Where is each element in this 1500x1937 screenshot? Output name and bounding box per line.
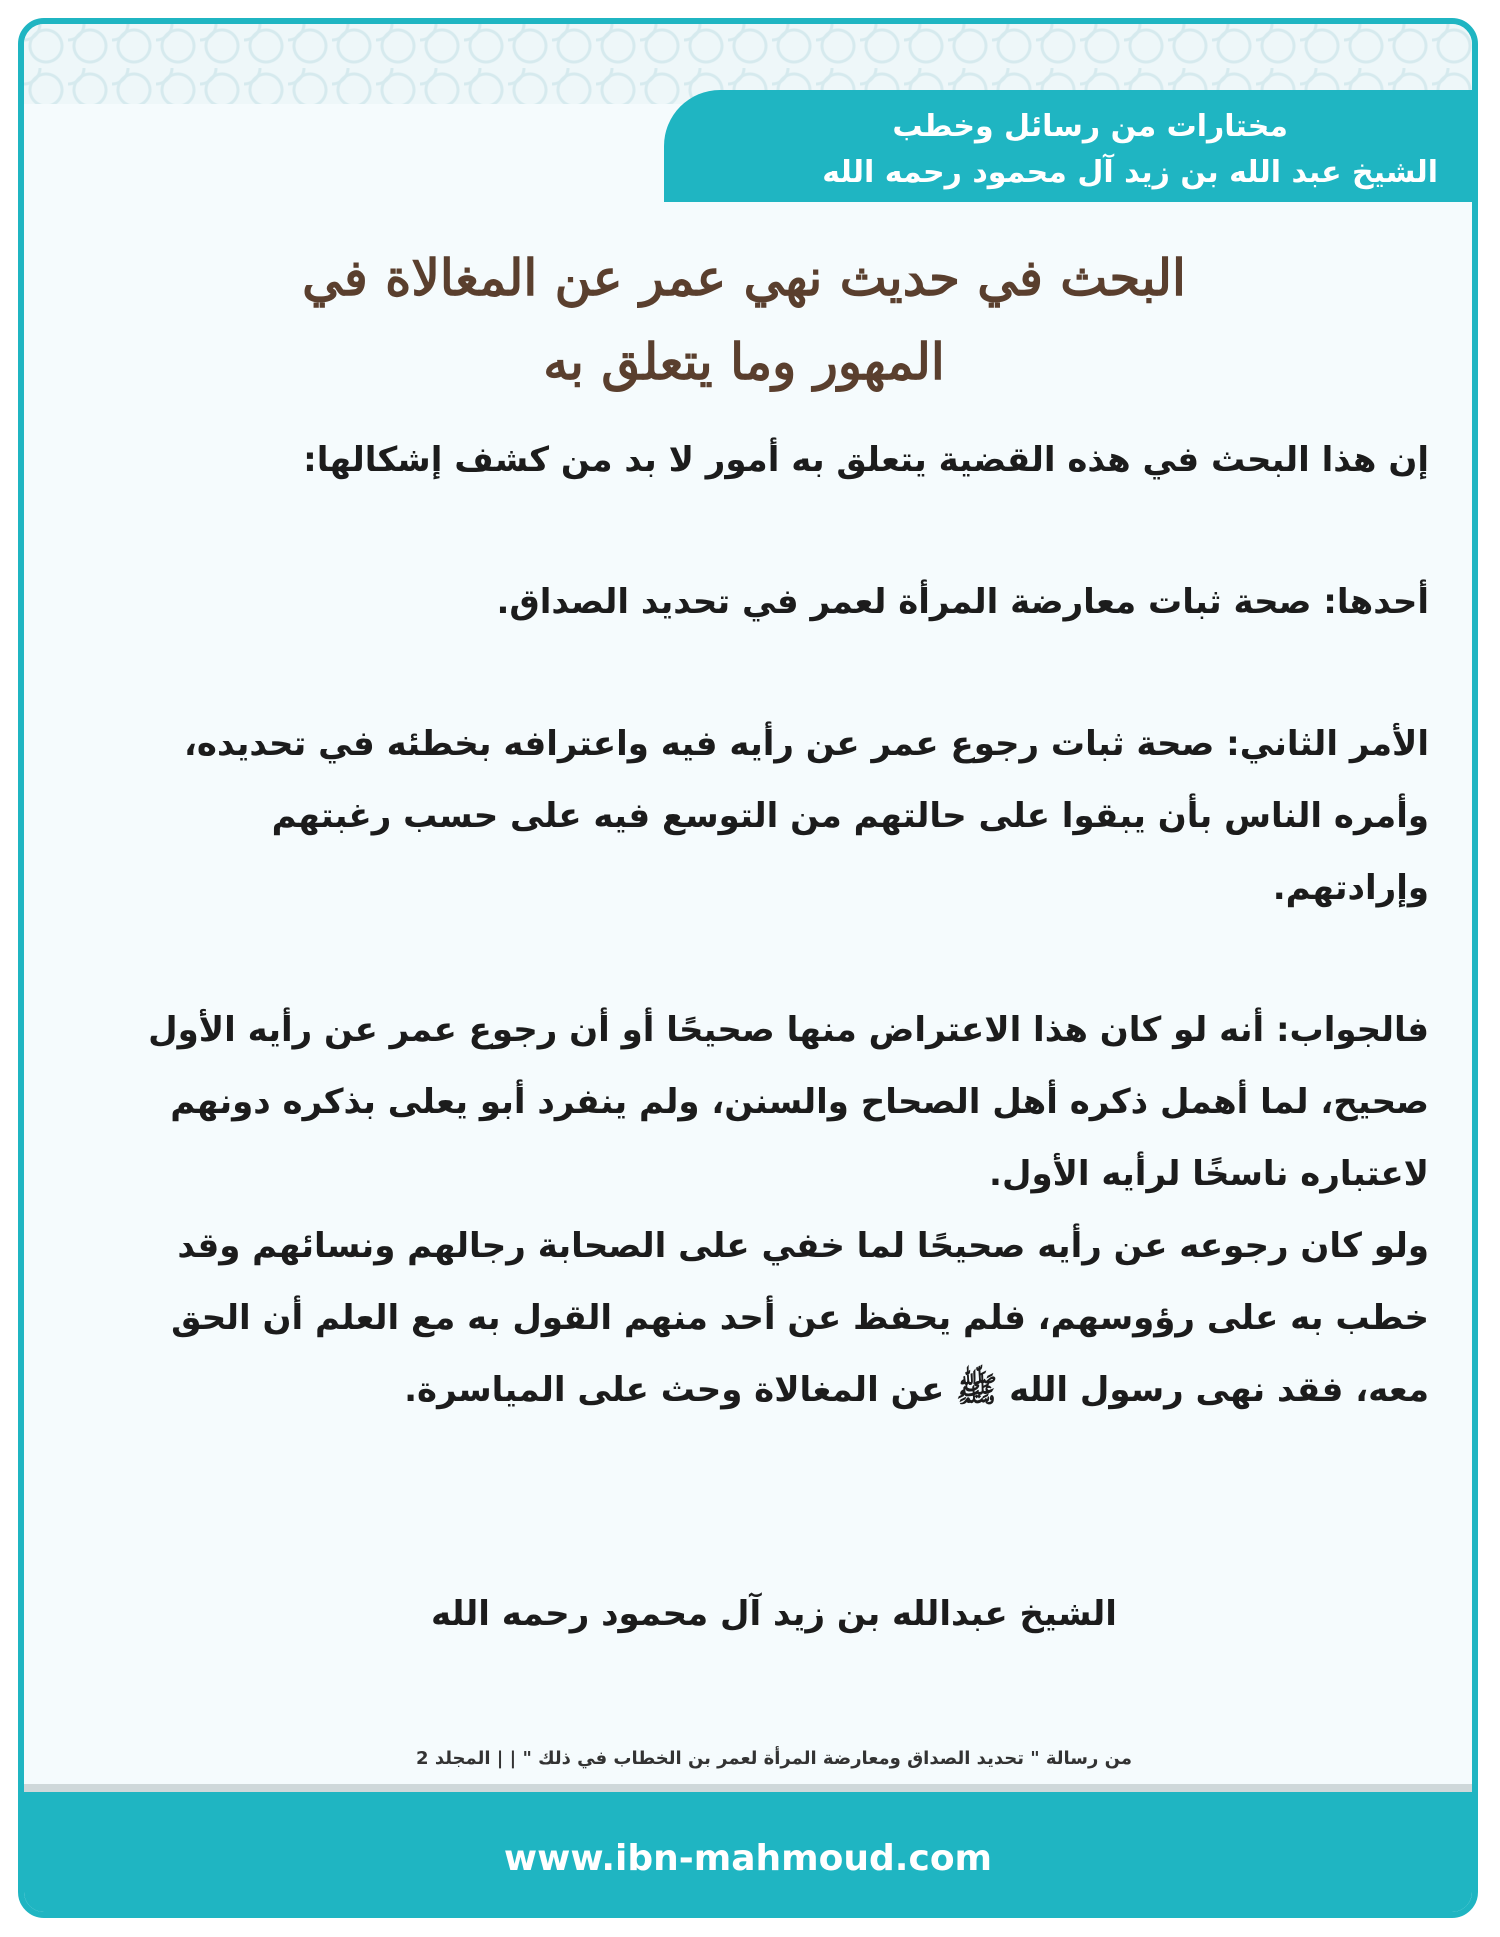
intro-paragraph: إن هذا البحث في هذه القضية يتعلق به أمور لا بد من كشف إشكالها: [303,440,1429,480]
header-author: الشيخ عبد الله بن زيد آل محمود رحمه الله [822,155,1438,190]
answer-paragraph: فالجواب: أنه لو كان هذا الاعتراض منها صحيحًا أو أن رجوع عمر عن رأيه الأول صحيح، لما أهمل ذكره أهل الصحاح والسنن، ولم ينفرد أبو يعلى بذكره دونهم لاعتباره ناسخًا لرأيه الأول. [148,1010,1429,1194]
page-card [18,18,1478,1918]
first-point-paragraph: أحدها: صحة ثبات معارضة المرأة لعمر في تحديد الصداق. [496,582,1429,622]
source-citation: من رسالة " تحديد الصداق ومعارضة المرأة لعمر بن الخطاب في ذلك " | | المجلد 2 [416,1748,1132,1769]
continuation-paragraph: ولو كان رجوعه عن رأيه صحيحًا لما خفي على الصحابة رجالهم ونسائهم وقد خطب به على رؤوسهم، فلم يحفظ عن أحد منهم القول به مع العلم أن الحق معه، فقد نهى رسول الله ﷺ عن المغالاة وحث على المياسرة. [171,1226,1429,1410]
signature: الشيخ عبدالله بن زيد آل محمود رحمه الله [431,1594,1117,1634]
footer-bar [24,1792,1472,1918]
header-subtitle: مختارات من رسائل وخطب [892,109,1288,144]
title-line-2: المهور وما يتعلق به [543,332,945,391]
website-link[interactable]: www.ibn-mahmoud.com [503,1837,993,1879]
title-line-1: البحث في حديث نهي عمر عن المغالاة في [302,248,1186,307]
article-body [124,424,1429,1426]
footer-divider [24,1784,1472,1792]
header-banner [664,90,1472,202]
second-point-paragraph: الأمر الثاني: صحة ثبات رجوع عمر عن رأيه فيه واعترافه بخطئه في تحديده، وأمره الناس بأن يبقوا على حالتهم من التوسع فيه على حسب رغبتهم وإرادتهم. [183,724,1429,908]
page-title [144,236,1344,404]
